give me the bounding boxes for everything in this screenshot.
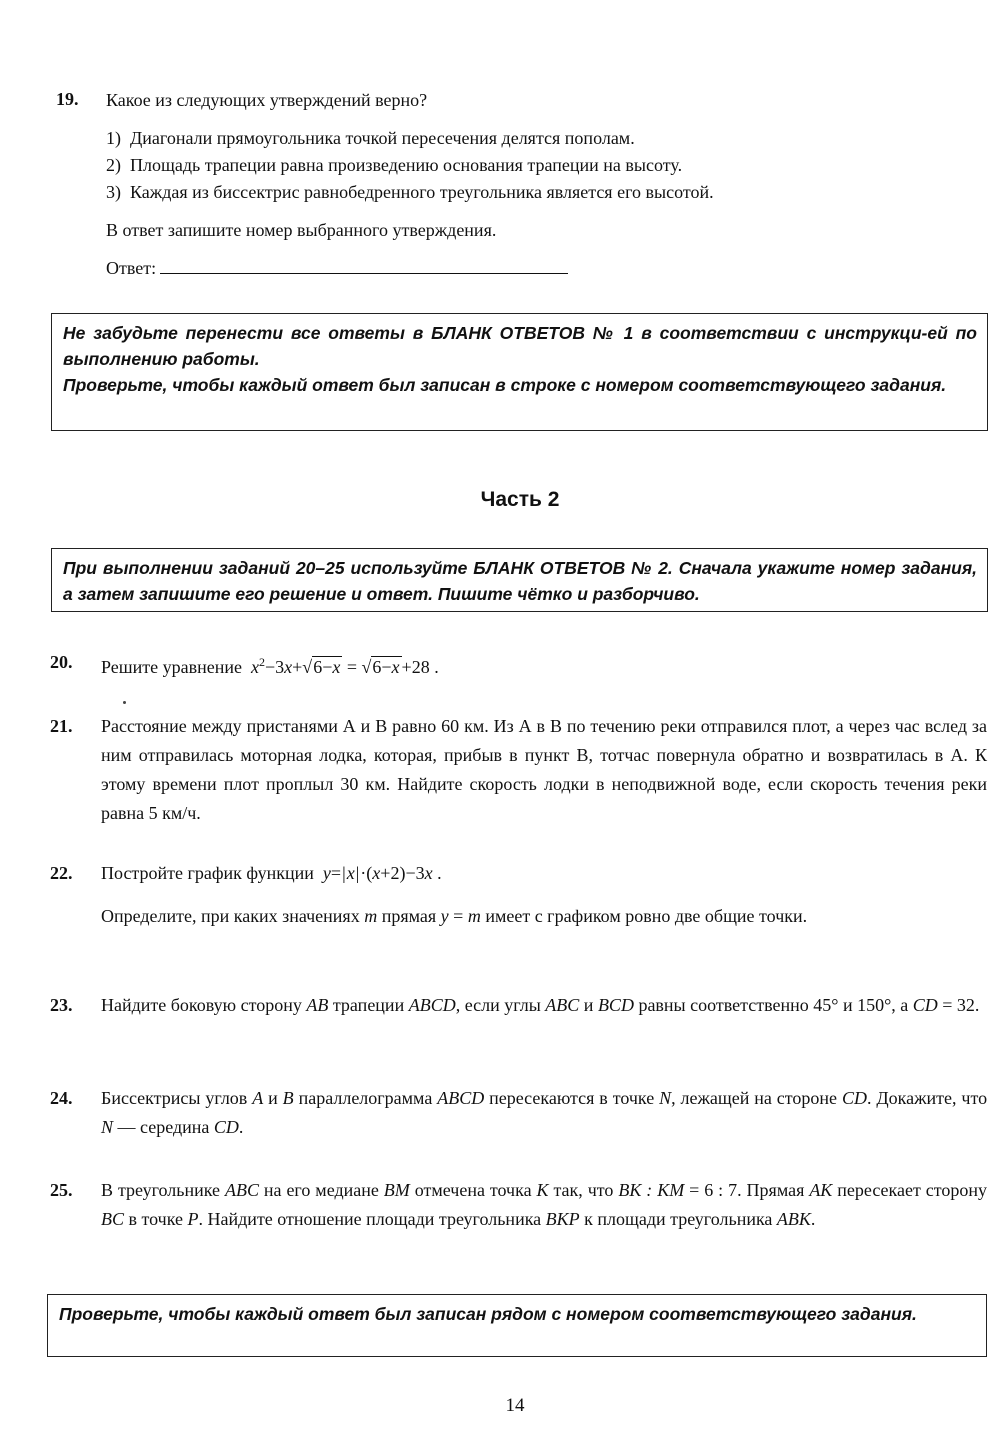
part2-title: Часть 2 [480,488,560,511]
q21-number: 21. [50,716,73,736]
q24-number: 24. [50,1088,73,1108]
q19-option-3: 3) Каждая из биссектрис равнобедренного треугольника является его высотой. [106,182,714,202]
page-number: 14 [505,1395,525,1416]
q22-text-2: Определите, при каких значениях m прямая y = m имеет с графиком ровно две общие точки. [101,906,808,926]
stray-mark [123,701,126,704]
notice-transfer-answers: Не забудьте перенести все ответы в БЛАНК ОТВЕТОВ № 1 в соответствии с инструкци-ей по выполнению работы. Проверьте, чтобы каждый ответ был записан в строке с номером соответствующего задания. [51,313,988,431]
q19-question: Какое из следующих утверждений верно? [106,90,428,110]
q20-text: Решите уравнение $x^2-3x+√6-x = √6-x +28$ . [101,648,439,682]
q21-text: Расстояние между пристанями А и В равно 60 км. Из А в В по течению реки отправился плот, а через час вслед за ним отправилась моторная лодка, которая, прибыв в пункт В, тотчас повернула обратно и возвратилась в А. К этому времени плот проплыл 30 км. Найдите скорость лодки в неподвижной воде, если скорость течения реки равна 5 км/ч. [101,716,987,823]
answer-label: Ответ: [106,258,157,278]
q19-option-2: 2) Площадь трапеции равна произведению основания трапеции на высоту. [106,155,683,175]
answer-line[interactable] [160,255,568,274]
q24-text: Биссектрисы углов A и B параллелограмма ABCD пересекаются в точке N, лежащей на стороне CD. Докажите, что N — середина CD. [101,1088,988,1137]
notice-check-answers: Проверьте, чтобы каждый ответ был записан рядом с номером соответствующего задания. [47,1294,987,1357]
q25-number: 25. [50,1180,73,1200]
sqrt-2: √6−x [361,657,400,677]
q23-number: 23. [50,995,73,1015]
sqrt-1: √6−x [302,657,341,677]
q19-instruction: В ответ запишите номер выбранного утверждения. [106,220,497,240]
q25-text: В треугольнике ABC на его медиане BM отмечена точка K так, что BK : KM = 6 : 7. Прямая AK пересекает сторону BC в точке P. Найдите отношение площади треугольника BKP к площади треугольника ABK. [101,1180,988,1229]
q19-answer-row [106,254,568,283]
part2-notice: При выполнении заданий 20–25 используйте БЛАНК ОТВЕТОВ № 2. Сначала укажите номер задания, а затем запишите его решение и ответ. Пишите чётко и разборчиво. [51,548,988,612]
q20-number: 20. [50,652,73,672]
q19-number: 19. [56,89,79,109]
q22-text: Постройте график функции y=|x|·(x+2)−3x . [101,863,442,883]
q19-option-1: 1) Диагонали прямоугольника точкой пересечения делятся пополам. [106,128,635,148]
q22-number: 22. [50,863,73,883]
q23-text: Найдите боковую сторону AB трапеции ABCD, если углы ABC и BCD равны соответственно 45° и 150°, а CD = 32. [101,995,980,1015]
